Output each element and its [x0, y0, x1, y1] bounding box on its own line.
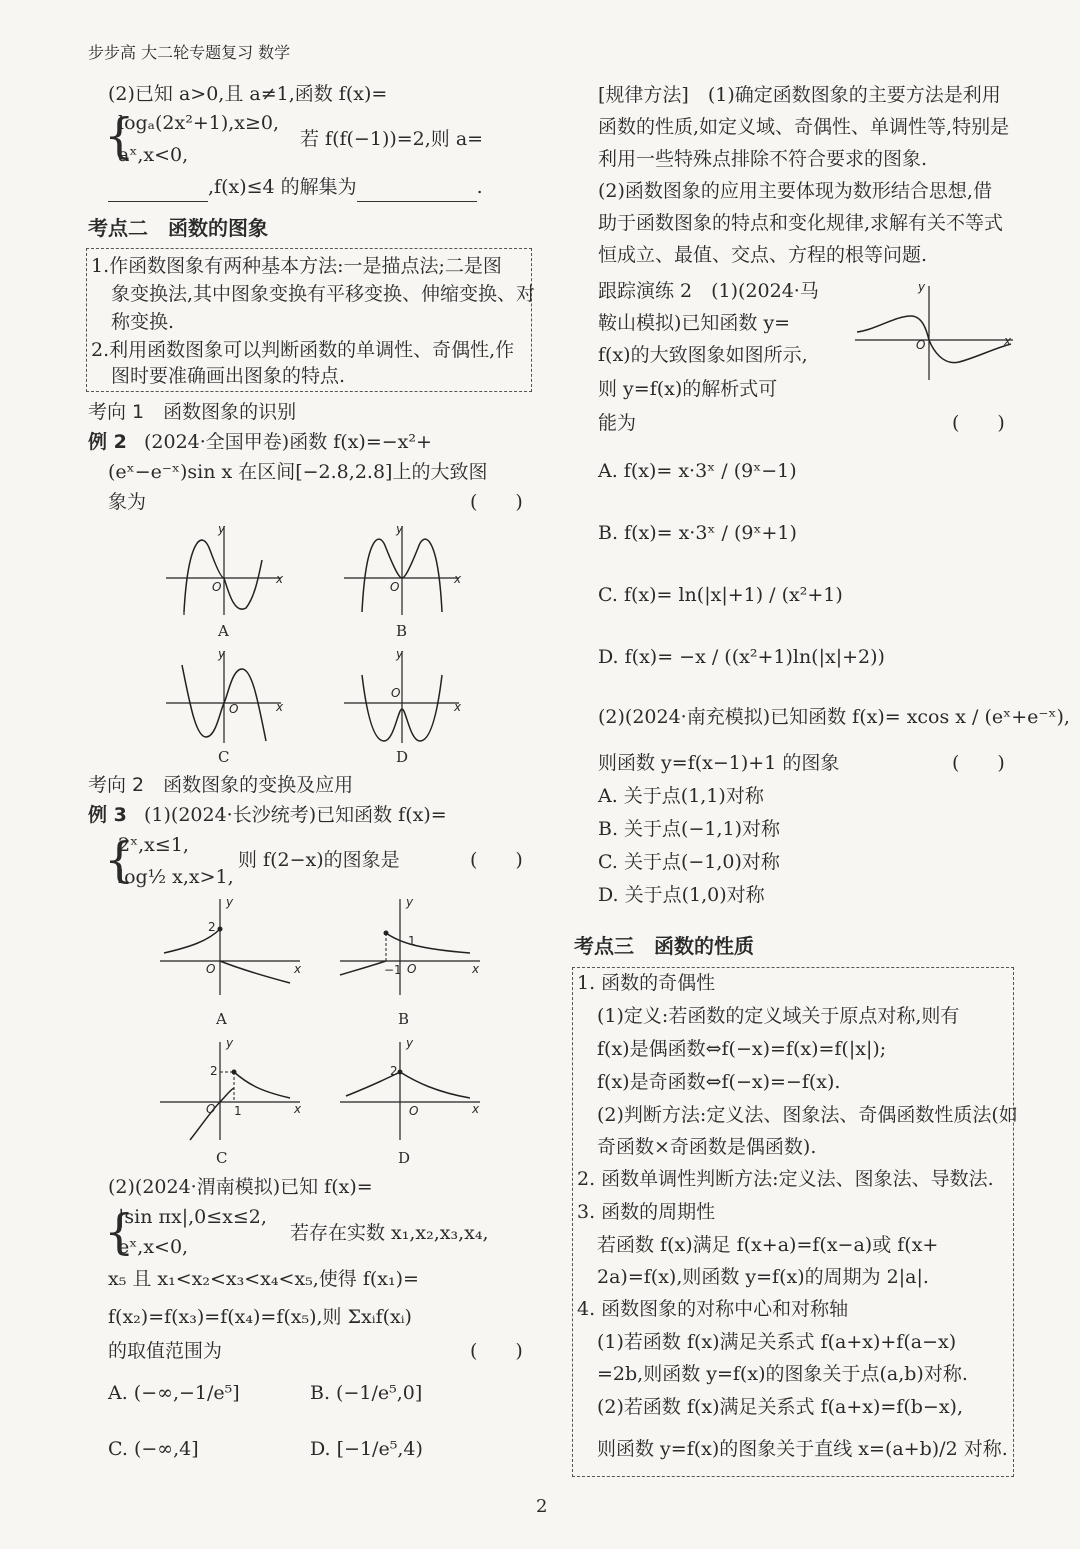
direction1-title: 考向 1 函数图象的识别: [88, 401, 297, 423]
s3-box-line15: 则函数 y=f(x)的图象关于直线 x=(a+b)/2 对称.: [597, 1438, 1008, 1460]
graph-a-y-label: y: [218, 522, 226, 536]
ex3-a-x-label: x: [294, 962, 302, 976]
q2-piece1: logₐ(2x²+1),x≥0,: [118, 112, 280, 134]
direction2-title: 考向 2 函数图象的变换及应用: [88, 774, 354, 796]
s3-box-line1: 1. 函数的奇偶性: [577, 972, 716, 994]
method-line2: 函数的性质,如定义域、奇偶性、单调性等,特别是: [598, 116, 1010, 138]
ex3-graph-b-right-curve: [386, 933, 470, 953]
track2b-option-a[interactable]: A. 关于点(1,1)对称: [598, 785, 764, 807]
track2-graph: [855, 282, 1020, 382]
ex3-c-tick-2: 2: [210, 1064, 218, 1078]
graph-d-caption: D: [396, 748, 409, 766]
s3-box-line3: f(x)是偶函数⇔f(−x)=f(x)=f(|x|);: [597, 1038, 887, 1060]
s2-box-line5: 图时要准确画出图象的特点.: [111, 365, 346, 387]
ex3-graph-b-caption: B: [398, 1010, 410, 1028]
ex3-d-origin: O: [409, 1104, 419, 1118]
ex3b-line3: x₅ 且 x₁<x₂<x₃<x₄<x₅,使得 f(x₁)=: [108, 1268, 419, 1290]
track2b-option-d[interactable]: D. 关于点(1,0)对称: [598, 884, 765, 906]
graph-b-origin: O: [390, 580, 400, 594]
s2-box-line3: 称变换.: [111, 311, 175, 333]
example3-piece1: 2ˣ,x≤1,: [118, 834, 189, 856]
method-line1: [规律方法] (1)确定函数图象的主要方法是利用: [598, 84, 1001, 106]
ex3-graph-a-right-curve: [220, 961, 290, 983]
s2-box-line1: 1.作函数图象有两种基本方法:一是描点法;二是图: [91, 255, 502, 277]
answer-blank-solution-set[interactable]: [357, 181, 477, 202]
track2-option-b[interactable]: B. f(x)= x·3ˣ / (9ˣ+1): [598, 522, 797, 544]
track2-option-d[interactable]: D. f(x)= −x / ((x²+1)ln(|x|+2)): [598, 646, 885, 668]
example3-graphs: [160, 895, 490, 1155]
graph-b-caption: B: [396, 622, 408, 640]
ex3-graph-d-right-curve: [400, 1072, 470, 1098]
example2-line1: (2024·全国甲卷)函数 f(x)=−x²+: [144, 431, 432, 453]
ex3-graph-d-caption: D: [398, 1149, 411, 1167]
ex3b-condition: 若存在实数 x₁,x₂,x₃,x₄,: [290, 1222, 489, 1244]
ex3b-piece2: eˣ,x<0,: [118, 1236, 189, 1258]
section2-summary-box: [86, 248, 536, 392]
graph-b-x-label: x: [454, 572, 462, 586]
ex3-d-x-label: x: [472, 1102, 480, 1116]
ex3-b-y-label: y: [406, 895, 414, 909]
ex3-c-origin: O: [206, 1102, 216, 1116]
s3-box-line6: 奇函数×奇函数是偶函数).: [597, 1136, 817, 1158]
s3-box-line9: 若函数 f(x)满足 f(x+a)=f(x−a)或 f(x+: [597, 1234, 939, 1256]
method-line5: 助于函数图象的特点和变化规律,求解有关不等式: [598, 212, 1004, 234]
ex3b-line4: f(x₂)=f(x₃)=f(x₄)=f(x₅),则 Σxᵢf(xᵢ): [108, 1306, 412, 1328]
q2-line1: (2)已知 a>0,且 a≠1,函数 f(x)=: [108, 83, 388, 105]
track2b-option-b[interactable]: B. 关于点(−1,1)对称: [598, 818, 781, 840]
ex3-graph-c[interactable]: [160, 1042, 300, 1140]
ex3-graph-c-point: [232, 1070, 237, 1075]
ex3b-answer-paren[interactable]: ( ): [470, 1340, 523, 1362]
graph-c[interactable]: [166, 651, 284, 743]
graph-a[interactable]: [166, 526, 284, 615]
s2-box-line2: 象变换法,其中图象变换有平移变换、伸缩变换、对: [111, 283, 536, 305]
method-line3: 利用一些特殊点排除不符合要求的图象.: [598, 148, 928, 170]
track2b-line1: (2)(2024·南充模拟)已知函数 f(x)= xcos x / (eˣ+e⁻ˣ),: [598, 706, 1070, 728]
ex3-b-tick-minus1: −1: [384, 963, 402, 977]
s3-box-line2: (1)定义:若函数的定义域关于原点对称,则有: [597, 1005, 960, 1027]
ex3-b-x-label: x: [472, 962, 480, 976]
ex3b-line1: (2)(2024·渭南模拟)已知 f(x)=: [108, 1176, 373, 1198]
ex3-graph-c-caption: C: [216, 1149, 228, 1167]
ex3-graph-d-point: [398, 1070, 403, 1075]
track2-line2: 鞍山模拟)已知函数 y=: [598, 312, 791, 334]
q2-piece2: aˣ,x<0,: [118, 144, 189, 166]
graph-d-x-label: x: [454, 700, 462, 714]
track2-curve: [857, 316, 1011, 363]
q2-brace: {: [104, 108, 135, 164]
q2-line3: ,f(x)≤4 的解集为 .: [108, 172, 483, 202]
example2-answer-paren[interactable]: ( ): [470, 491, 523, 513]
q2-line3-text: ,f(x)≤4 的解集为: [208, 176, 357, 198]
s3-box-line5: (2)判断方法:定义法、图象法、奇偶函数性质法(如: [597, 1104, 1018, 1126]
ex3-c-tick-1: 1: [234, 1104, 242, 1118]
example2-graphs: [166, 520, 466, 760]
track2-line4: 则 y=f(x)的解析式可: [598, 378, 778, 400]
s3-box-line10: 2a)=f(x),则函数 y=f(x)的周期为 2|a|.: [597, 1266, 929, 1288]
track2b-line2: 则函数 y=f(x−1)+1 的图象: [598, 752, 840, 774]
graph-d-y-label: y: [396, 647, 404, 661]
track2-line1: 跟踪演练 2 (1)(2024·马: [598, 280, 819, 302]
ex3-a-y-label: y: [226, 895, 234, 909]
s3-box-line7: 2. 函数单调性判断方法:定义法、图象法、导数法.: [577, 1168, 994, 1190]
track2b-option-c[interactable]: C. 关于点(−1,0)对称: [598, 851, 780, 873]
graph-a-origin: O: [212, 580, 222, 594]
answer-blank-a[interactable]: [108, 181, 208, 202]
ex3-graph-c-right-curve: [234, 1072, 290, 1098]
track2-answer-paren[interactable]: ( ): [952, 412, 1005, 434]
graph-c-origin: O: [229, 702, 239, 716]
s3-box-line8: 3. 函数的周期性: [577, 1201, 716, 1223]
example3-condition: 则 f(2−x)的图象是: [238, 849, 400, 871]
ex3-graph-a[interactable]: [160, 899, 300, 995]
track2-option-a[interactable]: A. f(x)= x·3ˣ / (9ˣ−1): [598, 460, 797, 482]
ex3b-option-b[interactable]: B. (−1/e⁵,0]: [310, 1382, 423, 1404]
example3-label: 例 3: [88, 804, 127, 826]
ex3-graph-a-caption: A: [216, 1010, 227, 1028]
running-header: 步步高 大二轮专题复习 数学: [88, 43, 291, 62]
graph-d-origin: O: [391, 686, 401, 700]
method-line6: 恒成立、最值、交点、方程的根等问题.: [598, 244, 928, 266]
ex3-graph-b-left-curve: [340, 961, 386, 975]
ex3-a-origin: O: [206, 962, 216, 976]
track2-x-label: x: [1004, 334, 1012, 348]
page-number: 2: [536, 1496, 548, 1517]
graph-c-y-label: y: [218, 647, 226, 661]
example3-line1: (1)(2024·长沙统考)已知函数 f(x)=: [144, 804, 447, 826]
ex3b-option-d[interactable]: D. [−1/e⁵,4): [310, 1438, 423, 1460]
ex3b-brace: {: [104, 1204, 135, 1260]
ex3-d-tick-2: 2: [390, 1064, 398, 1078]
graph-b-y-label: y: [396, 522, 404, 536]
s3-box-line11: 4. 函数图象的对称中心和对称轴: [577, 1298, 849, 1320]
s3-box-line12: (1)若函数 f(x)满足关系式 f(a+x)+f(a−x): [597, 1331, 957, 1353]
s2-box-line4: 2.利用函数图象可以判断函数的单调性、奇偶性,作: [91, 339, 515, 361]
ex3b-option-a[interactable]: A. (−∞,−1/e⁵]: [108, 1382, 240, 1404]
s3-box-line14: (2)若函数 f(x)满足关系式 f(a+x)=f(b−x),: [597, 1396, 964, 1418]
graph-a-curve: [184, 540, 262, 612]
example2-line2: (eˣ−e⁻ˣ)sin x 在区间[−2.8,2.8]上的大致图: [108, 461, 488, 483]
ex3b-piece1: |sin πx|,0≤x≤2,: [118, 1206, 267, 1228]
graph-a-x-label: x: [276, 572, 284, 586]
ex3-a-tick-2: 2: [208, 920, 216, 934]
track2b-answer-paren[interactable]: ( ): [952, 752, 1005, 774]
track2-y-label: y: [918, 280, 926, 294]
graph-c-x-label: x: [276, 700, 284, 714]
graph-b[interactable]: [344, 526, 462, 615]
section2-title: 考点二 函数的图象: [88, 216, 268, 240]
graph-a-caption: A: [218, 622, 229, 640]
section3-summary-box: [572, 967, 1018, 1477]
graph-c-caption: C: [218, 748, 230, 766]
ex3b-line5: 的取值范围为: [108, 1340, 223, 1362]
example3-answer-paren[interactable]: ( ): [470, 849, 523, 871]
method-line4: (2)函数图象的应用主要体现为数形结合思想,借: [598, 180, 992, 202]
section3-title: 考点三 函数的性质: [574, 934, 754, 958]
example2-label: 例 2: [88, 431, 127, 453]
ex3-graph-a-point: [218, 927, 223, 932]
track2-line3: f(x)的大致图象如图所示,: [598, 344, 808, 366]
ex3-c-y-label: y: [226, 1036, 234, 1050]
example2-line3: 象为: [108, 491, 147, 513]
track2-option-c[interactable]: C. f(x)= ln(|x|+1) / (x²+1): [598, 584, 843, 606]
ex3-d-y-label: y: [406, 1036, 414, 1050]
q2-condition: 若 f(f(−1))=2,则 a=: [300, 128, 484, 150]
ex3-c-x-label: x: [294, 1102, 302, 1116]
ex3-b-tick-1: 1: [408, 934, 416, 948]
ex3-graph-b-point: [384, 931, 389, 936]
ex3-graph-d[interactable]: [340, 1042, 480, 1140]
example3-piece2: log½ x,x>1,: [118, 866, 234, 888]
ex3b-option-c[interactable]: C. (−∞,4]: [108, 1438, 199, 1460]
s3-box-line13: =2b,则函数 y=f(x)的图象关于点(a,b)对称.: [597, 1363, 968, 1385]
graph-d[interactable]: [344, 651, 462, 743]
s3-box-line4: f(x)是奇函数⇔f(−x)=−f(x).: [597, 1071, 841, 1093]
example3-brace: {: [104, 832, 135, 888]
track2-line5: 能为: [598, 412, 637, 434]
ex3-b-origin: O: [407, 962, 417, 976]
track2-origin: O: [916, 338, 926, 352]
